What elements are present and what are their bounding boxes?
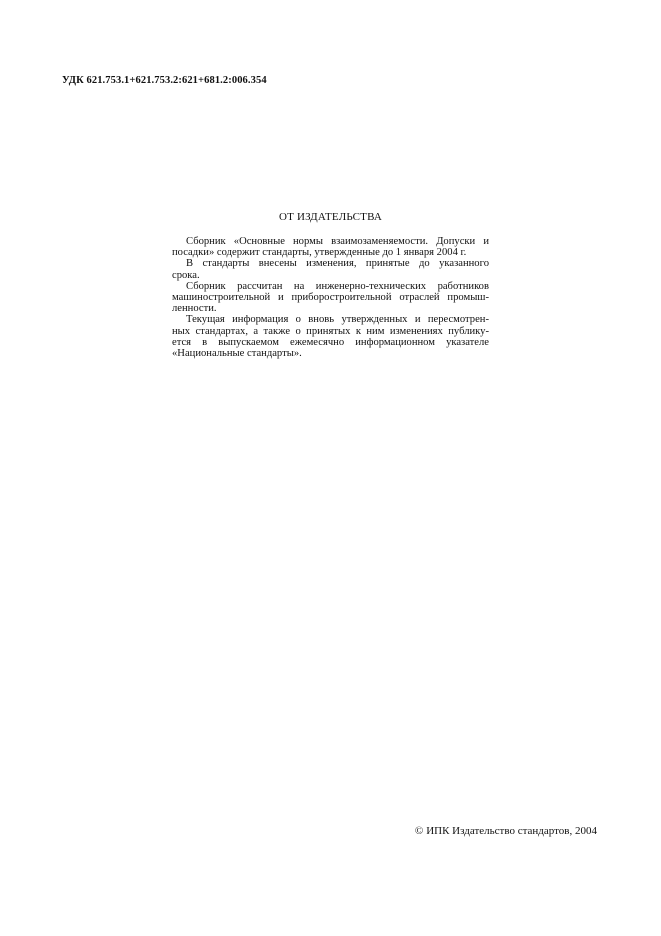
paragraph-3-line-2: машиностроительной и приборостроительной отраслей промыш- — [172, 292, 489, 304]
section-title: ОТ ИЗДАТЕЛЬСТВА — [278, 211, 383, 223]
paragraph-3-line-3: ленности. — [172, 303, 217, 315]
paragraph-2-line-1: В стандарты внесены изменения, принятые до указанного — [186, 258, 489, 270]
paragraph-1-line-1: Сборник «Основные нормы взаимозаменяемости. Допуски и — [186, 236, 489, 247]
paragraph-4-line-1: Текущая информация о вновь утвержденных и пересмотрен- — [186, 314, 489, 326]
copyright-notice — [415, 825, 597, 837]
publisher-note — [172, 236, 489, 359]
udk-classification: УДК 621.753.1+621.753.2:621+681.2:006.354 — [62, 75, 267, 86]
paragraph-4-line-4: «Национальные стандарты». — [172, 348, 302, 360]
copyright-text: ИПК Издательство стандартов, 2004 — [426, 825, 597, 837]
paragraph-1-line-2: посадки» содержит стандарты, утвержденные до 1 января 2004 г. — [172, 247, 467, 259]
paragraph-4-line-2: ных стандартах, а также о принятых к ним изменениях публику- — [172, 325, 489, 337]
copyright-icon: © — [414, 825, 424, 837]
paragraph-3-line-1: Сборник рассчитан на инженерно-технических работников — [186, 280, 489, 292]
paragraph-2-line-2: срока. — [172, 269, 200, 281]
paragraph-4-line-3: ется в выпускаемом ежемесячно информационном указателе — [172, 336, 489, 348]
